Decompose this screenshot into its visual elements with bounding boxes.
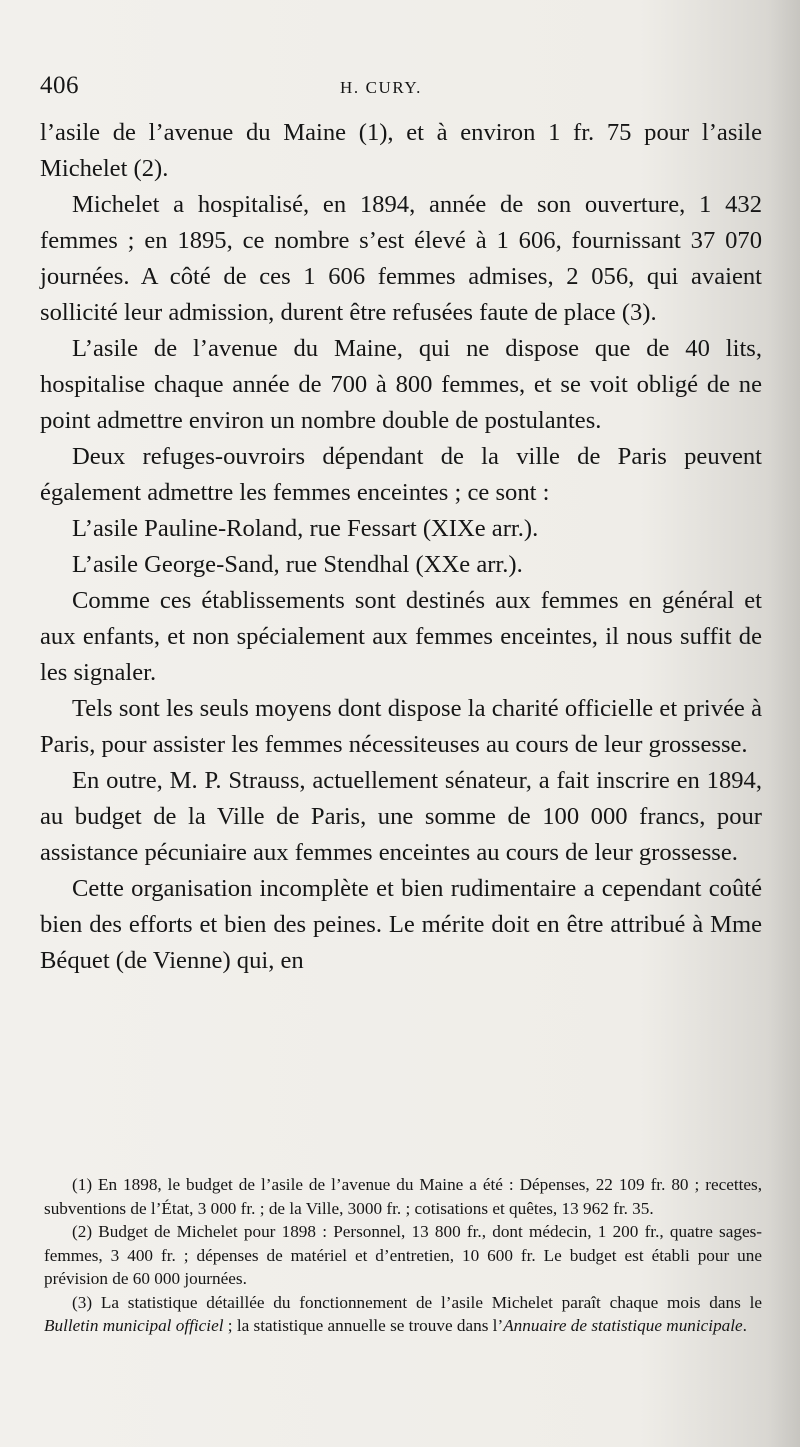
paragraph-7: Comme ces établissements sont destinés aux femmes en général et aux enfants, et non spécialement aux femmes enceintes, il nous suffit de les signaler. xyxy=(40,587,762,686)
paragraph-9: En outre, M. P. Strauss, actuellement sénateur, a fait inscrire en 1894, au budget de la Ville de Paris, une somme de 100 000 francs, pour assistance pécuniaire aux femmes enceintes au cours de leur grossesse. xyxy=(40,767,762,866)
footnote-3-start: (3) La statistique détaillée du fonctionnement de l’asile Michelet paraît chaque mois dans le xyxy=(72,1292,762,1312)
paragraph-2: Michelet a hospitalisé, en 1894, année de son ouverture, 1 432 femmes ; en 1895, ce nombre s’est élevé à 1 606, fournissant 37 070 journées. A côté de ces 1 606 femmes admises, 2 056, qui avaient sollicité leur admission, durent être refusées faute de place (3). xyxy=(40,191,762,326)
paragraph-4: Deux refuges-ouvroirs dépendant de la ville de Paris peuvent également admettre les femmes enceintes ; ce sont : xyxy=(40,443,762,506)
paragraph-1: l’asile de l’avenue du Maine (1), et à environ 1 fr. 75 pour l’asile Michelet (2). xyxy=(40,119,762,182)
footnote-2: (2) Budget de Michelet pour 1898 : Personnel, 13 800 fr., dont médecin, 1 200 fr., quatre sages-femmes, 3 400 fr. ; dépenses de matériel et d’entretien, 10 600 fr. Le budget est établi pour une prévision de 60 000 journées. xyxy=(44,1222,762,1288)
footnote-3-annuaire-title: Annuaire de statistique municipale xyxy=(503,1316,743,1335)
footnote-3 xyxy=(44,1291,762,1338)
running-head-author: H. CURY. xyxy=(340,78,422,97)
paragraph-6: L’asile George-Sand, rue Stendhal (XXe arr.). xyxy=(72,551,523,578)
page-number: 406 xyxy=(40,72,79,99)
footnote-3-bulletin-title: Bulletin municipal officiel xyxy=(44,1316,224,1335)
running-head xyxy=(40,72,760,106)
footnote-3-middle: ; la statistique annuelle se trouve dans l’ xyxy=(223,1316,504,1335)
body-text xyxy=(40,115,762,979)
footnotes xyxy=(44,1173,762,1338)
paragraph-3: L’asile de l’avenue du Maine, qui ne dispose que de 40 lits, hospitalise chaque année de 700 à 800 femmes, et se voit obligé de ne point admettre environ un nombre double de postulantes. xyxy=(40,335,762,434)
paragraph-5: L’asile Pauline-Roland, rue Fessart (XIXe arr.). xyxy=(72,515,539,542)
footnote-1: (1) En 1898, le budget de l’asile de l’avenue du Maine a été : Dépenses, 22 109 fr. 80 ; recettes, subventions de l’État, 3 000 fr. ; de la Ville, 3000 fr. ; cotisations et quêtes, 13 962 fr. 35. xyxy=(44,1175,762,1218)
paragraph-8: Tels sont les seuls moyens dont dispose la charité officielle et privée à Paris, pour assister les femmes nécessiteuses au cours de leur grossesse. xyxy=(40,695,762,758)
paragraph-10: Cette organisation incomplète et bien rudimentaire a cependant coûté bien des efforts et bien des peines. Le mérite doit en être attribué à Mme Béquet (de Vienne) qui, en xyxy=(40,875,762,974)
footnote-3-end: . xyxy=(742,1316,747,1335)
